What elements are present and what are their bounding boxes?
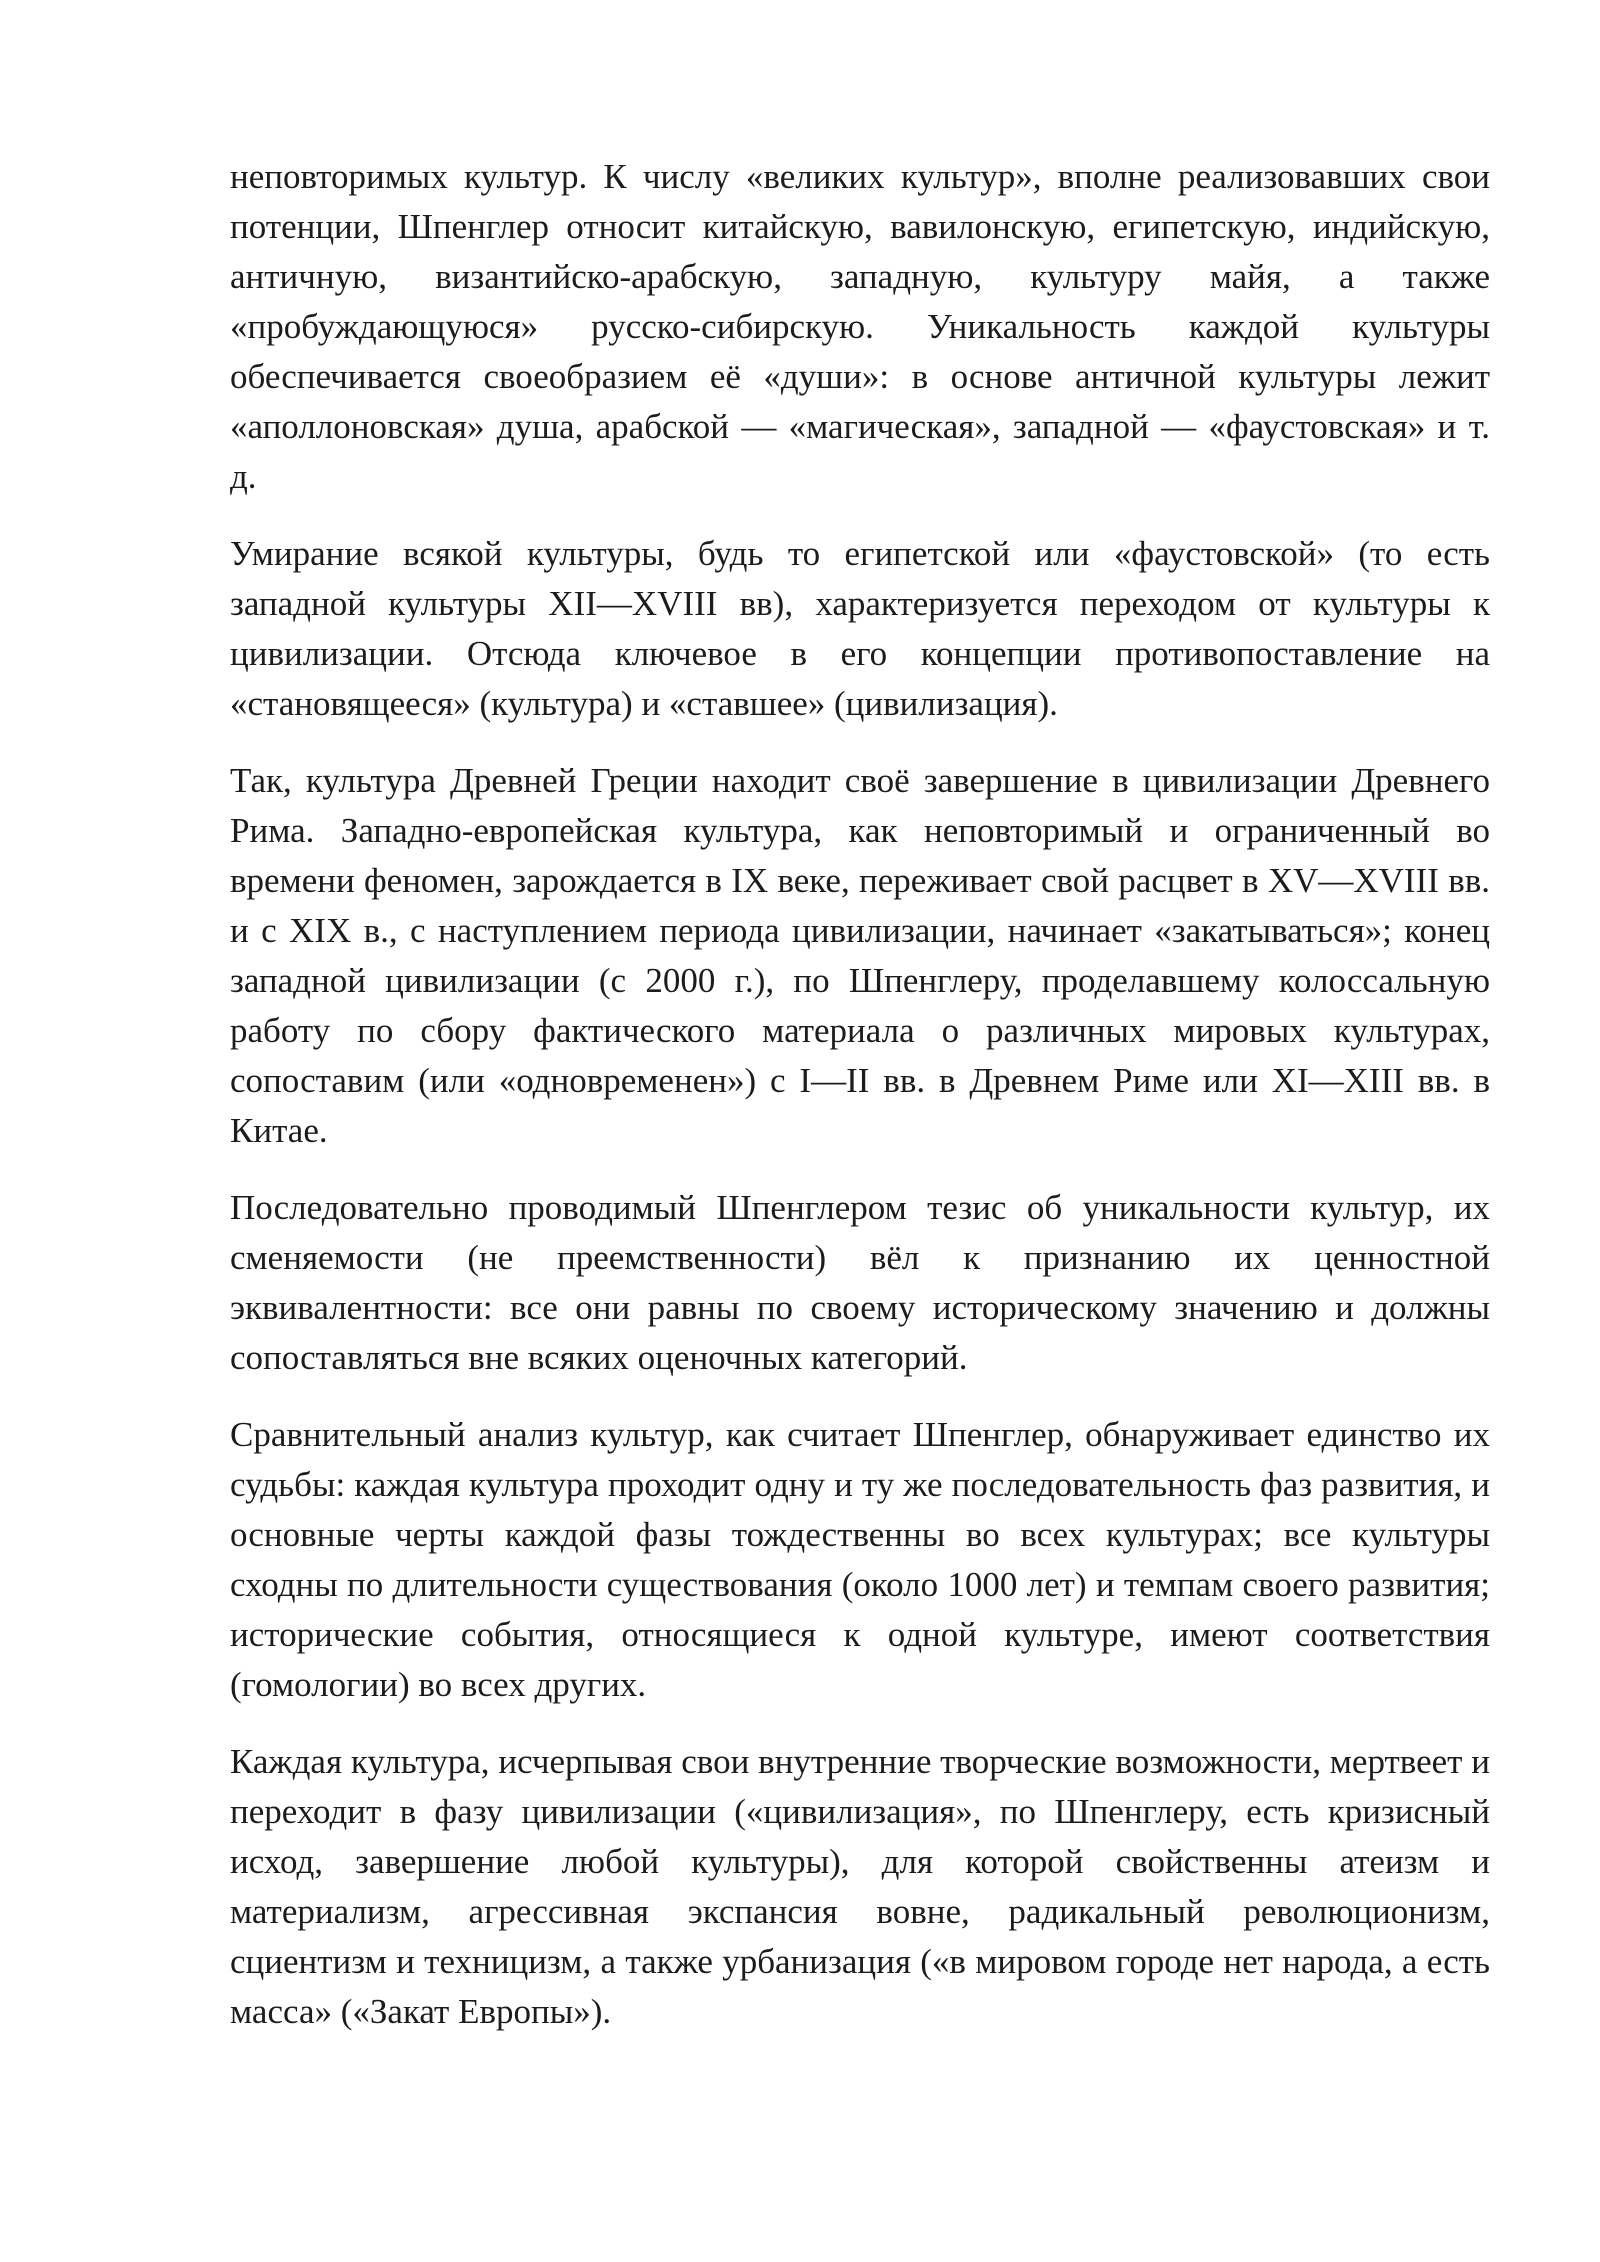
paragraph-3: Так, культура Древней Греции находит своё завершение в цивилизации Древнего Рима. Западно-европейская культура, как неповторимый и ограниченный во времени феномен, зарождается в IX веке, переживает свой расцвет в XV—XVIII вв. и с XIX в., с наступлением периода цивилизации, начинает «закатываться»; конец западной цивилизации (с 2000 г.), по Шпенглеру, проделавшему колоссальную работу по сбору фактического материала о различных мировых культурах, сопоставим (или «одновременен») с I—II вв. в Древнем Риме или XI—XIII вв. в Китае.	[230, 761, 1490, 1150]
paragraph-5: Сравнительный анализ культур, как считает Шпенглер, обнаруживает единство их судьбы: каждая культура проходит одну и ту же последовательность фаз развития, и основные черты каждой фазы тождественны во всех культурах; все культуры сходны по длительности существования (около 1000 лет) и темпам своего развития; исторические события, относящиеся к одной культуре, имеют соответствия (гомологии) во всех других.	[230, 1415, 1490, 1704]
paragraph-1: неповторимых культур. К числу «великих культур», вполне реализовавших свои потенции, Шпенглер относит китайскую, вавилонскую, египетскую, индийскую, античную, византийско-арабскую, западную, культуру майя, а также «пробуждающуюся» русско-сибирскую. Уникальность каждой культуры обеспечивается своеобразием её «души»: в основе античной культуры лежит «аполлоновская» душа, арабской — «магическая», западной — «фаустовская» и т. д.	[230, 157, 1490, 496]
paragraph-4: Последовательно проводимый Шпенглером тезис об уникальности культур, их сменяемости (не преемственности) вёл к признанию их ценностной эквивалентности: все они равны по своему историческому значению и должны сопоставляться вне всяких оценочных категорий.	[230, 1188, 1490, 1377]
paragraph-2: Умирание всякой культуры, будь то египетской или «фаустовской» (то есть западной культуры XII—XVIII вв), характеризуется переходом от культуры к цивилизации. Отсюда ключевое в его концепции противопоставление на «становящееся» (культура) и «ставшее» (цивилизация).	[230, 534, 1490, 723]
document-page	[230, 152, 1490, 2064]
paragraph-6: Каждая культура, исчерпывая свои внутренние творческие возможности, мертвеет и переходит в фазу цивилизации («цивилизация», по Шпенглеру, есть кризисный исход, завершение любой культуры), для которой свойственны атеизм и материализм, агрессивная экспансия вовне, радикальный революционизм, сциентизм и техницизм, а также урбанизация («в мировом городе нет народа, а есть масса» («Закат Европы»).	[230, 1742, 1490, 2031]
